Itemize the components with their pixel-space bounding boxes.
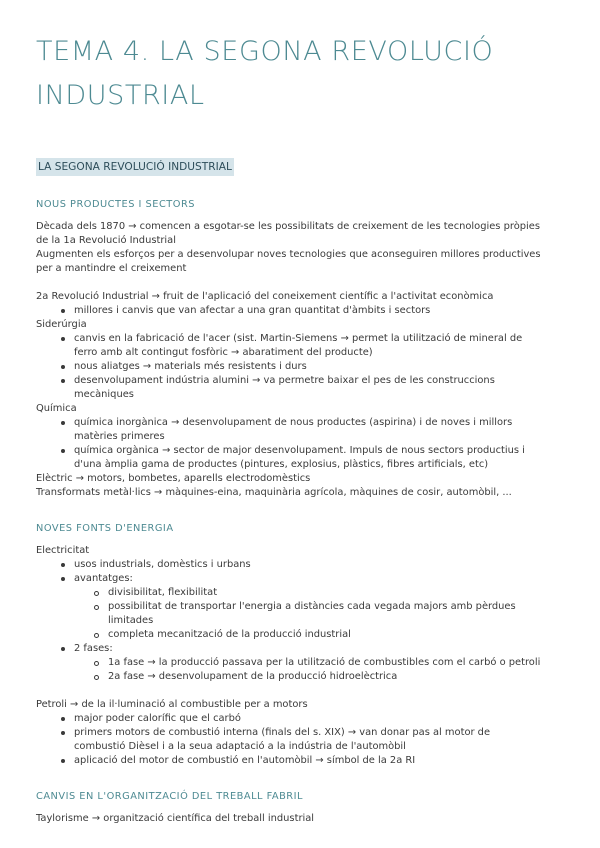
- paragraph: Augmenten els esforços per a desenvolupar noves tecnologies que aconseguiren millores productives: [36, 249, 541, 260]
- list-item: [36, 642, 571, 684]
- list-item: usos industrials, domèstics i urbans: [36, 558, 571, 572]
- subheading-siderurgia: Siderúrgia: [36, 319, 87, 330]
- section-heading-work-organization: CANVIS EN L'ORGANITZACIÓ DEL TREBALL FABRIL: [36, 791, 303, 802]
- list-item: [36, 374, 571, 402]
- paragraph: Petroli → de la il·luminació al combustible per a motors: [36, 699, 308, 710]
- paragraph: per a mantindre el creixement: [36, 263, 187, 274]
- section-heading-energy: NOVES FONTS D'ENERGIA: [36, 523, 174, 534]
- list-item-line: primers motors de combustió interna (finals del s. XIX) → van donar pas al motor de: [74, 727, 491, 738]
- bullet-list: [36, 332, 571, 402]
- bullet-list: [36, 712, 571, 768]
- paragraph: 2a Revolució Industrial → fruit de l'aplicació del coneixement científic a l'activitat econòmica: [36, 291, 494, 302]
- list-item-line: 2 fases:: [74, 643, 113, 654]
- list-item-line: possibilitat de transportar l'energia a distàncies cada vegada majors amb pèrdues: [108, 601, 516, 612]
- bullet-list: [36, 416, 571, 472]
- sub-list-item: completa mecanització de la producció industrial: [74, 628, 571, 642]
- section-heading-products: NOUS PRODUCTES I SECTORS: [36, 199, 196, 210]
- title-line-2: INDUSTRIAL: [36, 80, 205, 111]
- list-item-line: combustió Dièsel i a la seua adaptació a la indústria de l'automòbil: [74, 741, 406, 752]
- list-item: [36, 444, 571, 472]
- title-line-1: TEMA 4. LA SEGONA REVOLUCIÓ: [36, 36, 494, 67]
- list-item: [36, 572, 571, 642]
- list-item: aplicació del motor de combustió en l'automòbil → símbol de la 2a RI: [36, 754, 571, 768]
- sub-list-item: 2a fase → desenvolupament de la producció hidroelèctrica: [74, 670, 571, 684]
- paragraph: Taylorisme → organització científica del treball industrial: [36, 813, 315, 824]
- sub-list-item: 1a fase → la producció passava per la utilització de combustibles com el carbó o petroli: [74, 656, 571, 670]
- document-page: [36, 30, 571, 826]
- paragraph: de la 1a Revolució Industrial: [36, 235, 176, 246]
- list-item-line: desenvolupament indústria alumini → va permetre baixar el pes de les construccions: [74, 375, 495, 386]
- list-item: major poder calorífic que el carbó: [36, 712, 571, 726]
- sub-list-item: divisibilitat, flexibilitat: [74, 586, 571, 600]
- list-item: nous aliatges → materials més resistents i durs: [36, 360, 571, 374]
- paragraph: Dècada dels 1870 → comencen a esgotar-se les possibilitats de creixement de les tecnologies pròpies: [36, 221, 540, 232]
- page-title: [36, 30, 571, 118]
- sub-list-item: [74, 600, 571, 628]
- list-item-line: ferro amb alt contingut fosfòric → abaratiment del producte): [74, 347, 373, 358]
- bullet-list: [36, 304, 571, 318]
- sub-bullet-list: [74, 656, 571, 684]
- list-item-line: química orgànica → sector de major desenvolupament. Impuls de nous sectors productius i: [74, 445, 525, 456]
- paragraph: Transformats metàl·lics → màquines-eina, maquinària agrícola, màquines de cosir, automòbil, ...: [36, 487, 512, 498]
- list-item: [36, 726, 571, 754]
- list-item: millores i canvis que van afectar a una gran quantitat d'àmbits i sectors: [36, 304, 571, 318]
- list-item-line: mecàniques: [74, 389, 134, 400]
- highlighted-heading: LA SEGONA REVOLUCIÓ INDUSTRIAL: [36, 158, 234, 176]
- bullet-list: [36, 558, 571, 684]
- list-item-line: d'una àmplia gama de productes (pintures, explosius, plàstics, fibres artificials, etc): [74, 459, 489, 470]
- subheading-electricitat: Electricitat: [36, 545, 90, 556]
- list-item-line: avantatges:: [74, 573, 133, 584]
- list-item: [36, 332, 571, 360]
- list-item-line: limitades: [108, 615, 154, 626]
- sub-bullet-list: [74, 586, 571, 642]
- list-item-line: matèries primeres: [74, 431, 165, 442]
- list-item: [36, 416, 571, 444]
- subheading-quimica: Química: [36, 403, 77, 414]
- paragraph: Elèctric → motors, bombetes, aparells electrodomèstics: [36, 473, 311, 484]
- list-item-line: canvis en la fabricació de l'acer (sist. Martin-Siemens → permet la utilització de mineral de: [74, 333, 523, 344]
- list-item-line: química inorgànica → desenvolupament de nous productes (aspirina) i de noves i millors: [74, 417, 513, 428]
